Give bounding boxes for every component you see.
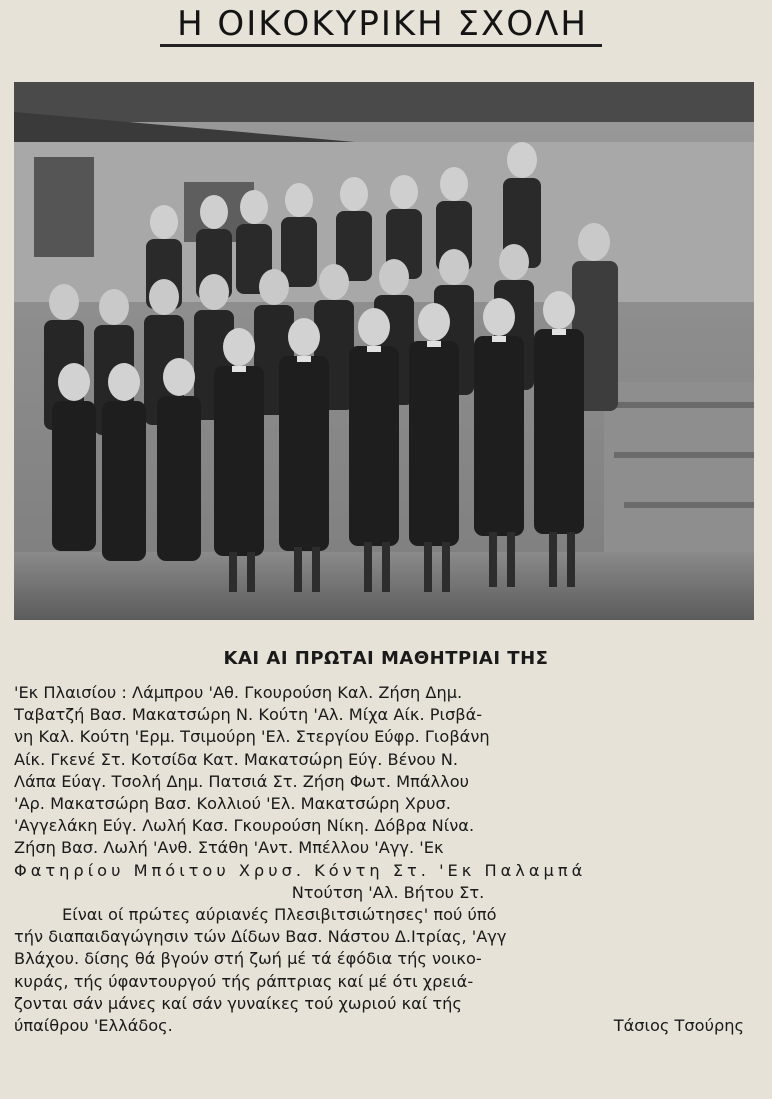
names-line: Ζήση Βασ. Λωλή 'Ανθ. Στάθη 'Αντ. Μπέλλου 'Αγγ. 'Εκ	[14, 838, 444, 858]
paragraph-line: κυράς, τής ύφαντουργού τής ράπτριας καί μέ ότι χρειά-	[14, 971, 474, 991]
paragraph-line: Είναι οί πρώτες αύριανές Πλεσιβιτσιώτησες' πού ύπό	[62, 905, 497, 925]
names-line: 'Αρ. Μακατσώρη Βασ. Κολλιού 'Ελ. Μακατσώρη Χρυσ.	[14, 794, 451, 814]
closing-line	[14, 1015, 762, 1037]
names-line: Φατηρίου Μπόιτου Χρυσ. Κόντη Στ. 'Εκ Παλαμπά	[14, 860, 587, 880]
group-photo	[14, 82, 754, 620]
headline-underline	[160, 44, 602, 47]
names-line: 'Αγγελάκη Εύγ. Λωλή Κασ. Γκουρούση Νίκη. Δόβρα Νίνα.	[14, 816, 475, 836]
photo-caption: ΚΑΙ ΑΙ ΠΡΩΤΑΙ ΜΑΘΗΤΡΙΑΙ ΤΗΣ	[223, 648, 549, 669]
paragraph-line: ζονται σάν μάνες καί σάν γυναίκες τού χωριού καί τής	[14, 993, 462, 1013]
names-line: Λάπα Εύαγ. Τσολή Δημ. Πατσιά Στ. Ζήση Φωτ. Μπάλλου	[14, 771, 469, 791]
names-line: νη Καλ. Κούτη 'Ερμ. Τσιμούρη 'Ελ. Στεργίου Εύφρ. Γιοβάνη	[14, 727, 490, 747]
names-last-line: Ντούτση 'Αλ. Βήτου Στ.	[291, 882, 485, 902]
names-line: Ταβατζή Βασ. Μακατσώρη Ν. Κούτη 'Αλ. Μίχα Αίκ. Ρισβά-	[14, 705, 483, 725]
paragraph-line: τήν διαπαιδαγώγησιν τών Δίδων Βασ. Νάστου Δ.Ιτρίας, 'Αγγ	[14, 927, 507, 947]
group-photo-illustration	[14, 82, 754, 620]
closing-text: ύπαίθρου 'Ελλάδος.	[14, 1016, 173, 1036]
article-headline: Η ΟΙΚΟΚΥΡΙΚΗ ΣΧΟΛΗ	[177, 4, 588, 44]
article-body	[14, 682, 762, 1037]
names-line: 'Εκ Πλαισίου : Λάμπρου 'Αθ. Γκουρούση Καλ. Ζήση Δημ.	[14, 683, 463, 702]
author-name: Τάσιος Τσούρης	[613, 1016, 744, 1036]
paragraph-line: Βλάχου. δίσης θά βγούν στή ζωή μέ τά έφόδια τής νοικο-	[14, 949, 482, 969]
names-line: Αίκ. Γκενέ Στ. Κοτσίδα Κατ. Μακατσώρη Εύγ. Βένου Ν.	[14, 749, 459, 769]
